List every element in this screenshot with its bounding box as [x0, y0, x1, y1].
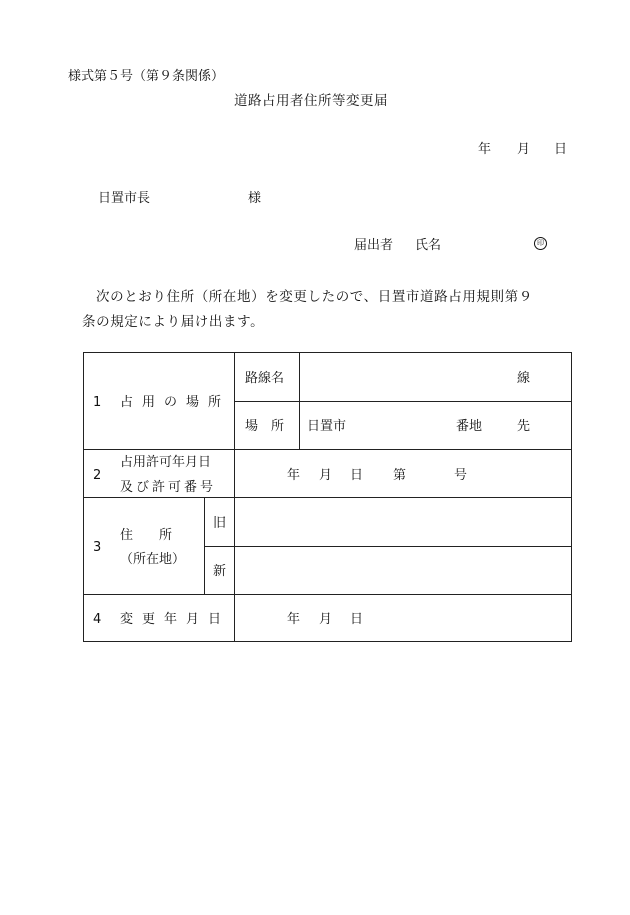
- submission-date: [478, 143, 567, 156]
- form-number: 様式第５号（第９条関係）: [68, 69, 225, 84]
- col-divider-row1-inner: [299, 353, 300, 449]
- old-address-label: 旧: [213, 516, 227, 531]
- col-divider-row3-a: [204, 497, 205, 594]
- addressee-name: 日置市長: [98, 191, 151, 206]
- row3-number: 3: [93, 540, 102, 555]
- row-divider-2: [84, 497, 571, 498]
- new-address-label: 新: [213, 564, 227, 579]
- col-divider-row1-2: [234, 353, 235, 497]
- col-divider-row3-b: [234, 497, 235, 594]
- row3-label-line2: （所在地）: [120, 552, 186, 567]
- date-day-label: 日: [554, 142, 568, 157]
- body-line-1: 次のとおり住所（所在地）を変更したので、日置市道路占用規則第９: [96, 289, 533, 305]
- row1-label: 占用の場所: [120, 395, 231, 410]
- body-line-2: 条の規定により届け出ます。: [82, 314, 265, 330]
- row2-month: 月: [319, 468, 333, 483]
- addressee-honorific: 様: [248, 191, 262, 206]
- date-month-label: 月: [517, 142, 531, 157]
- notifier-name-label: 氏名: [415, 238, 442, 253]
- row2-number: 2: [93, 468, 102, 483]
- row-divider-1: [84, 449, 571, 450]
- document-title: 道路占用者住所等変更届: [234, 93, 388, 109]
- row3-label-line1: 住 所: [120, 528, 173, 543]
- row-divider-3: [84, 594, 571, 595]
- date-year-label: 年: [478, 142, 492, 157]
- place-label: 場 所: [245, 419, 285, 434]
- row4-month: 月: [319, 612, 333, 627]
- route-suffix: 線: [517, 371, 531, 386]
- row2-label-line2: 及び許可番号: [120, 480, 217, 495]
- place-city: 日置市: [307, 419, 347, 434]
- body-text: [82, 285, 572, 335]
- row2-dai: 第: [393, 468, 407, 483]
- row4-year: 年: [287, 612, 301, 627]
- row2-label-line1: 占用許可年月日: [120, 455, 212, 470]
- row2-gou: 号: [454, 468, 468, 483]
- row1-number: 1: [93, 395, 102, 410]
- row2-year: 年: [287, 468, 301, 483]
- col-divider-row4: [234, 594, 235, 641]
- notifier-label: 届出者: [354, 238, 394, 253]
- route-name-label: 路線名: [245, 371, 285, 386]
- row3-inner-divider: [204, 546, 571, 547]
- row1-inner-divider: [234, 401, 571, 402]
- seal-icon: 印: [534, 237, 547, 250]
- notification-table: [83, 352, 572, 642]
- place-address-suffix: 番地: [456, 419, 483, 434]
- row4-day: 日: [350, 612, 364, 627]
- row4-label: 変更年月日: [120, 612, 231, 627]
- row4-number: 4: [93, 612, 102, 627]
- place-address-tail: 先: [517, 419, 531, 434]
- row2-day: 日: [350, 468, 364, 483]
